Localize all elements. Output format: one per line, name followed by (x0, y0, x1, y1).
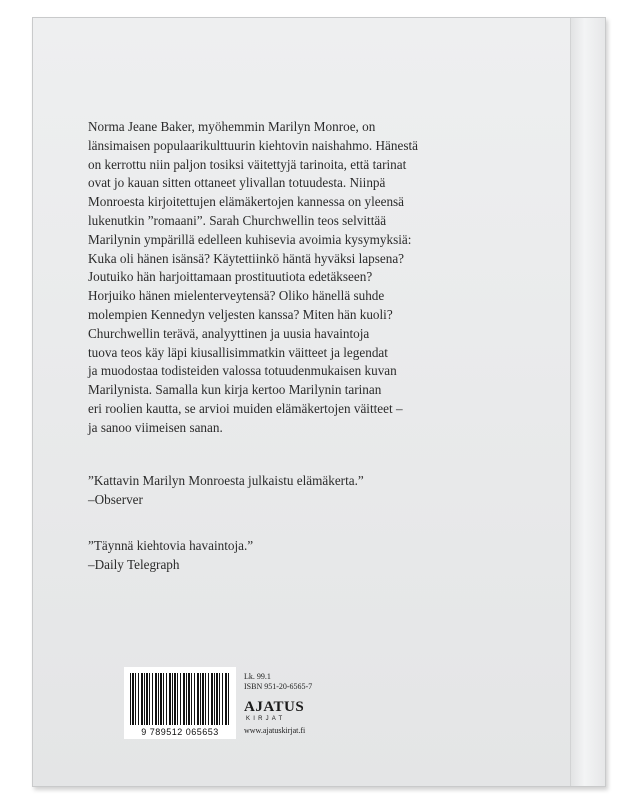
review-quote-telegraph (88, 537, 253, 575)
isbn-barcode (124, 667, 236, 739)
publisher-logo: AJATUS (244, 699, 305, 715)
publisher-logo-subtitle: KIRJAT (246, 716, 286, 722)
isbn-text: ISBN 951-20-6565-7 (244, 682, 313, 691)
publisher-website: www.ajatuskirjat.fi (244, 726, 306, 735)
barcode-number: 9 789512 065653 (141, 727, 219, 737)
book-spine (570, 18, 605, 786)
review-quote-observer (88, 472, 364, 510)
classification-code: Lk. 99.1 (244, 672, 271, 681)
book-info (244, 672, 312, 692)
quote-source: –Daily Telegraph (88, 556, 180, 572)
quote-source: –Observer (88, 491, 143, 507)
quote-text: ”Kattavin Marilyn Monroesta julkaistu elämäkerta.” (88, 473, 364, 488)
barcode-bars (130, 673, 230, 725)
quote-text: ”Täynnä kiehtovia havaintoja.” (88, 538, 254, 553)
blurb-paragraph: Norma Jeane Baker, myöhemmin Marilyn Monroe, on länsimaisen populaarikulttuurin kiehtovin naishahmo. Hänestä on kerrottu niin paljon tosiksi väitettyjä tarinoita, että tarinat ovat jo kauan sitten ottaneet ylivallan totuudesta. Niinpä Monroesta kirjoitettujen elämäkertojen kannessa on yleensä lukenutkin ”romaani”. Sarah Churchwellin teos selvittää Marilynin ympärillä edelleen kuhisevia avoimia kysymyksiä: Kuka oli hänen isänsä? Käytettiinkö häntä hyväksi lapsena? Joutuiko hän harjoittamaan prostituutiota edetäkseen? Horjuiko hänen mielenterveytensä? Oliko hänellä suhde molempien Kennedyn veljesten kanssa? Miten hän kuoli? Churchwellin terävä, analyyttinen ja uusia havaintoja tuova teos käy läpi kiusallisimmatkin väitteet ja legendat ja muodostaa todisteiden valossa totuudenmukaisen kuvan Marilynista. Samalla kun kirja kertoo Marilynin tarinan eri roolien kautta, se arvioi muiden elämäkertojen väitteet – ja sanoo viimeisen sanan. (88, 119, 418, 435)
blurb-text (88, 118, 468, 438)
